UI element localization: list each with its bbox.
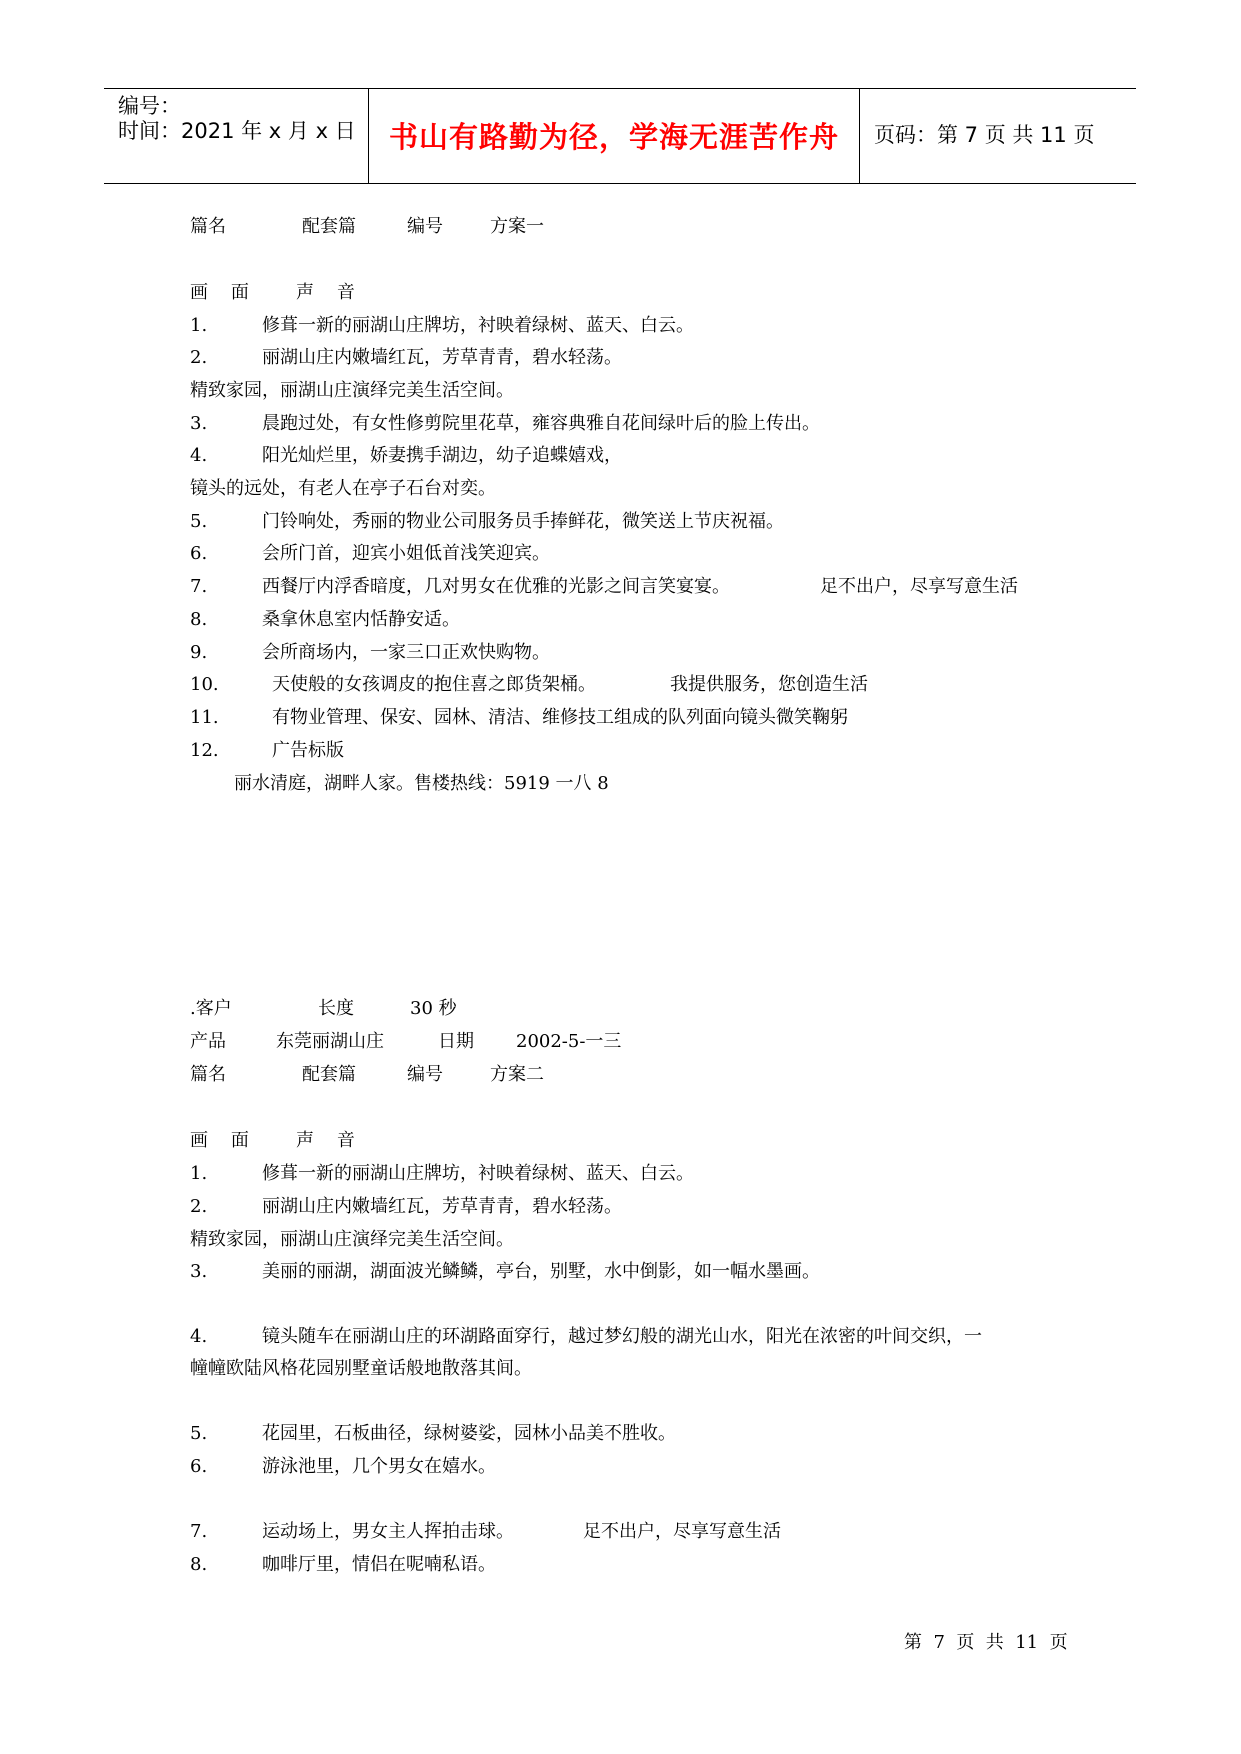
shot-number: 10. [190,674,219,695]
shot-number: 2. [190,1196,208,1217]
shot-description: 游泳池里，几个男女在嬉水。 [262,1456,496,1477]
time-label: 时间：2021 年 x 月 x 日 [118,119,356,143]
s2-product-value: 东莞丽湖山庄 [276,1031,384,1052]
shot-number: 8. [190,1554,208,1575]
motto: 书山有路勤为径，学海无涯苦作舟 [388,120,839,154]
s2-product-label: 产品 [190,1031,226,1052]
shot-number: 7. [190,1521,208,1542]
shot-number: 6. [190,543,208,564]
shot-number: 9. [190,642,208,663]
s2-title-value: 配套篇 [302,1064,356,1085]
shot-description: 镜头随车在丽湖山庄的环湖路面穿行，越过梦幻般的湖光山水，阳光在浓密的叶间交织，一 [262,1326,982,1347]
s2-length-value: 30 秒 [410,998,457,1019]
footer-page-number: 第 7 页 共 11 页 [904,1632,1068,1653]
shot-description: 精致家园，丽湖山庄演绎完美生活空间。 [190,1229,514,1250]
shot-number: 4. [190,1326,208,1347]
s2-number-value: 方案二 [490,1064,544,1085]
s1-col-sound: 声 音 [296,282,355,303]
shot-description: 有物业管理、保安、园林、清洁、维修技工组成的队列面向镜头微笑鞠躬 [272,707,848,728]
s1-col-picture: 画 面 [190,282,249,303]
s2-client-label: .客户 [190,998,232,1019]
shot-sound: 足不出户，尽享写意生活 [820,576,1018,597]
shot-number: 3. [190,413,208,434]
shot-description: 幢幢欧陆风格花园别墅童话般地散落其间。 [190,1358,532,1379]
shot-description: 美丽的丽湖，湖面波光鳞鳞，亭台，别墅，水中倒影，如一幅水墨画。 [262,1261,820,1282]
shot-description: 天使般的女孩调皮的抱住喜之郎货架桶。 [272,674,596,695]
shot-description: 阳光灿烂里，娇妻携手湖边，幼子追蝶嬉戏， [262,445,622,466]
shot-description: 晨跑过处，有女性修剪院里花草，雍容典雅自花间绿叶后的脸上传出。 [262,413,820,434]
s1-title-label: 篇名 [190,216,226,237]
header-page-label: 页码：第 7 页 共 11 页 [874,123,1095,147]
shot-number: 5. [190,1423,208,1444]
shot-number: 4. [190,445,208,466]
shot-number: 1. [190,1163,208,1184]
s2-title-label: 篇名 [190,1064,226,1085]
shot-description: 镜头的远处，有老人在亭子石台对奕。 [190,478,496,499]
shot-number: 11. [190,707,219,728]
shot-description: 丽湖山庄内嫩墙红瓦，芳草青青，碧水轻荡。 [262,1196,622,1217]
s2-date-value: 2002-5-一三 [516,1031,622,1052]
shot-number: 3. [190,1261,208,1282]
shot-number: 12. [190,740,219,761]
shot-description: 咖啡厅里，情侣在呢喃私语。 [262,1554,496,1575]
shot-number: 8. [190,609,208,630]
shot-number: 7. [190,576,208,597]
number-label: 编号： [118,94,181,118]
s1-number-label: 编号 [407,216,443,237]
shot-description: 西餐厅内浮香暗度，几对男女在优雅的光影之间言笑宴宴。 [262,576,730,597]
s2-col-sound: 声 音 [296,1130,355,1151]
shot-description: 桑拿休息室内恬静安适。 [262,609,460,630]
header-table [104,88,1136,184]
shot-description: 广告标版 [272,740,344,761]
shot-number: 6. [190,1456,208,1477]
shot-description: 会所商场内，一家三口正欢快购物。 [262,642,550,663]
shot-description: 运动场上，男女主人挥拍击球。 [262,1521,514,1542]
shot-description: 精致家园，丽湖山庄演绎完美生活空间。 [190,380,514,401]
s2-col-picture: 画 面 [190,1130,249,1151]
shot-description: 花园里，石板曲径，绿树婆娑，园林小品美不胜收。 [262,1423,676,1444]
s2-date-label: 日期 [438,1031,474,1052]
header-page-cell [860,89,1136,183]
s2-number-label: 编号 [407,1064,443,1085]
shot-description: 会所门首，迎宾小姐低首浅笑迎宾。 [262,543,550,564]
shot-number: 1. [190,315,208,336]
s1-title-value: 配套篇 [302,216,356,237]
header-motto-cell [369,89,860,183]
shot-number: 2. [190,347,208,368]
shot-description: 修葺一新的丽湖山庄牌坊，衬映着绿树、蓝天、白云。 [262,1163,694,1184]
shot-description: 门铃响处，秀丽的物业公司服务员手捧鲜花，微笑送上节庆祝福。 [262,511,784,532]
shot-sound: 我提供服务，您创造生活 [670,674,868,695]
s1-closing: 丽水清庭，湖畔人家。售楼热线：5919 一八 8 [234,773,609,794]
shot-description: 丽湖山庄内嫩墙红瓦，芳草青青，碧水轻荡。 [262,347,622,368]
header-meta-cell [104,89,369,183]
shot-sound: 足不出户，尽享写意生活 [583,1521,781,1542]
s2-length-label: 长度 [318,998,354,1019]
shot-description: 修葺一新的丽湖山庄牌坊，衬映着绿树、蓝天、白云。 [262,315,694,336]
s1-number-value: 方案一 [490,216,544,237]
shot-number: 5. [190,511,208,532]
